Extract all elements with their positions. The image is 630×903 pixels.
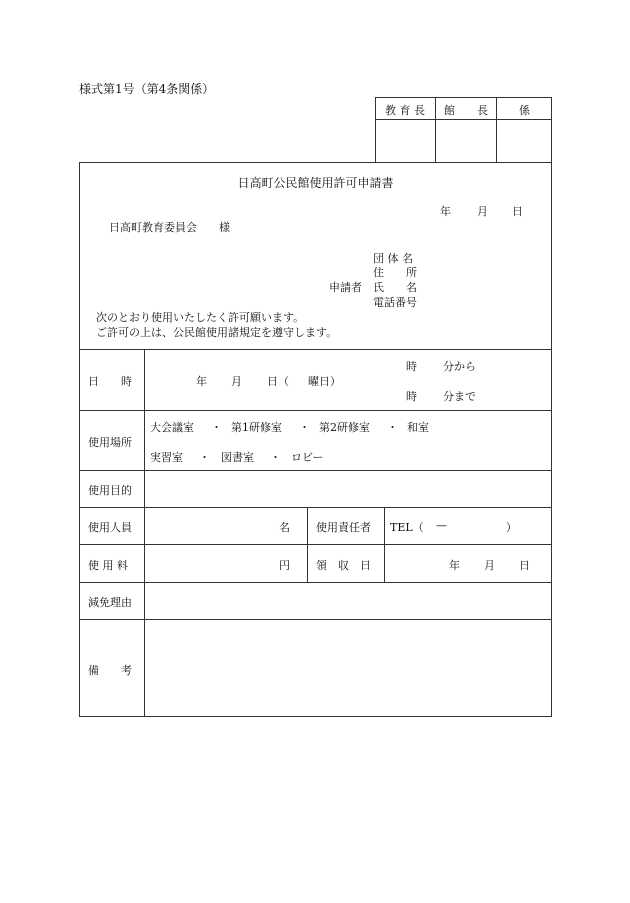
datetime-year: 年 bbox=[196, 375, 207, 388]
place-separator: ・ bbox=[270, 451, 281, 464]
datetime-start-hour: 時 bbox=[406, 360, 417, 373]
place-option-lobby[interactable]: ロビー bbox=[291, 451, 324, 464]
stamp-field-director[interactable] bbox=[437, 120, 495, 162]
datetime-label: 日 時 bbox=[88, 375, 132, 388]
place-option-training-room-1[interactable]: 第1研修室 bbox=[231, 421, 282, 434]
date-month: 月 bbox=[477, 205, 488, 218]
applicant-label: 申請者 bbox=[329, 281, 362, 294]
date-year: 年 bbox=[440, 205, 451, 218]
addressee: 日高町教育委員会 様 bbox=[109, 221, 230, 234]
form-number: 様式第1号（第4条関係） bbox=[79, 82, 215, 96]
receipt-date-label: 領 収 日 bbox=[316, 559, 371, 572]
tel-dash: — bbox=[436, 519, 447, 532]
place-separator: ・ bbox=[299, 421, 310, 434]
place-option-practice-room[interactable]: 実習室 bbox=[150, 451, 183, 464]
receipt-month: 月 bbox=[484, 559, 495, 572]
request-text-1: 次のとおり使用いたしたく許可願います。 bbox=[96, 311, 305, 324]
place-option-library[interactable]: 図書室 bbox=[221, 451, 254, 464]
place-label: 使用場所 bbox=[88, 436, 132, 449]
applicant-group-label: 団 体 名 bbox=[373, 252, 413, 265]
people-unit: 名 bbox=[279, 521, 290, 534]
datetime-end-minute: 分まで bbox=[443, 390, 476, 403]
form-title: 日高町公民館使用許可申請書 bbox=[237, 176, 394, 190]
exemption-label: 減免理由 bbox=[88, 596, 132, 609]
request-text-2: ご許可の上は、公民館使用諸規定を遵守します。 bbox=[96, 326, 338, 339]
remarks-field[interactable] bbox=[146, 621, 550, 715]
approval-header-superintendent: 教 育 長 bbox=[385, 104, 425, 117]
place-separator: ・ bbox=[211, 421, 222, 434]
place-option-japanese-room[interactable]: 和室 bbox=[407, 421, 429, 434]
place-separator: ・ bbox=[387, 421, 398, 434]
place-option-main-hall[interactable]: 大会議室 bbox=[150, 421, 194, 434]
place-separator: ・ bbox=[199, 451, 210, 464]
datetime-weekday-close: 曜日） bbox=[308, 375, 341, 388]
people-count-field[interactable] bbox=[146, 509, 276, 542]
fee-label: 使 用 料 bbox=[88, 559, 128, 572]
stamp-field-staff[interactable] bbox=[498, 120, 551, 162]
fee-amount-field[interactable] bbox=[146, 546, 276, 580]
people-label: 使用人員 bbox=[88, 521, 132, 534]
purpose-label: 使用目的 bbox=[88, 484, 132, 497]
applicant-phone-label: 電話番号 bbox=[373, 296, 417, 309]
place-option-training-room-2[interactable]: 第2研修室 bbox=[319, 421, 370, 434]
datetime-start-minute: 分から bbox=[443, 360, 476, 373]
fee-unit: 円 bbox=[279, 559, 290, 572]
receipt-year: 年 bbox=[449, 559, 460, 572]
tel-close: ） bbox=[506, 521, 517, 534]
datetime-end-hour: 時 bbox=[406, 390, 417, 403]
responsible-label: 使用責任者 bbox=[316, 521, 371, 534]
datetime-day-open: 日（ bbox=[267, 375, 289, 388]
exemption-field[interactable] bbox=[146, 584, 550, 617]
applicant-address-label: 住 所 bbox=[373, 266, 417, 279]
applicant-name-label: 氏 名 bbox=[373, 281, 417, 294]
datetime-month: 月 bbox=[231, 375, 242, 388]
stamp-field-superintendent[interactable] bbox=[376, 120, 434, 162]
tel-label: TEL（ bbox=[390, 521, 424, 534]
approval-header-director: 館 長 bbox=[444, 104, 488, 117]
approval-header-staff: 係 bbox=[519, 104, 530, 117]
receipt-day: 日 bbox=[519, 559, 530, 572]
purpose-field[interactable] bbox=[146, 472, 550, 505]
date-day: 日 bbox=[512, 205, 523, 218]
remarks-label: 備 考 bbox=[88, 664, 132, 677]
